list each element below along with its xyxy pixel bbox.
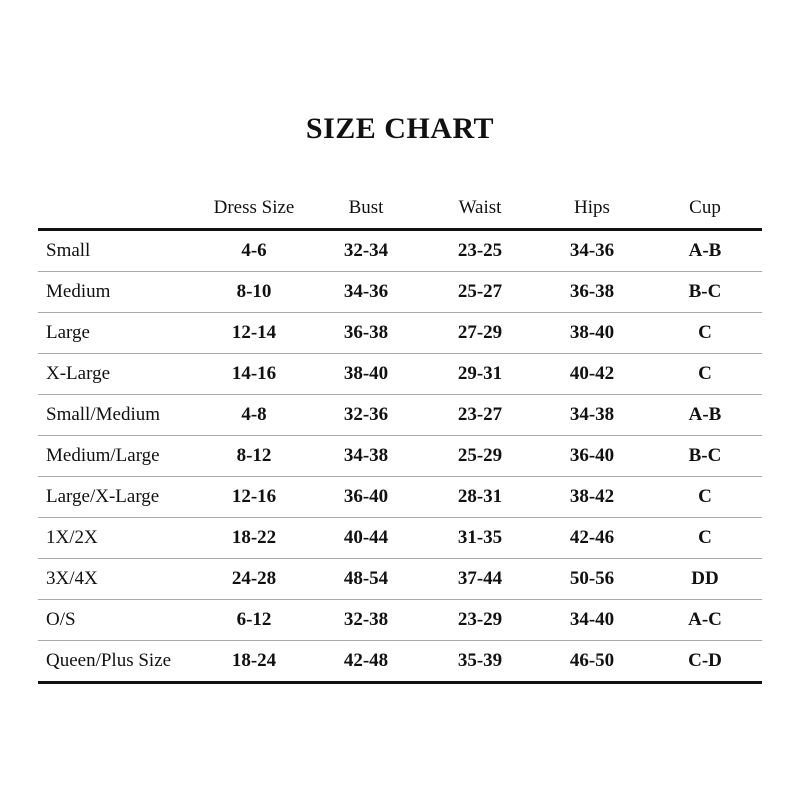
column-header-dress-size: Dress Size [200,188,308,230]
waist-cell: 25-27 [424,272,536,313]
hips-cell: 40-42 [536,354,648,395]
table-row [38,477,762,518]
cup-cell: C [648,518,762,559]
waist-cell: 35-39 [424,641,536,683]
cup-cell: B-C [648,272,762,313]
waist-cell: 29-31 [424,354,536,395]
dress-size-cell: 6-12 [200,600,308,641]
table-row [38,354,762,395]
waist-cell: 37-44 [424,559,536,600]
bust-cell: 38-40 [308,354,424,395]
bust-cell: 36-38 [308,313,424,354]
column-header-waist: Waist [424,188,536,230]
table-header-row [38,188,762,230]
hips-cell: 34-38 [536,395,648,436]
bust-cell: 32-38 [308,600,424,641]
dress-size-cell: 14-16 [200,354,308,395]
column-header-hips: Hips [536,188,648,230]
size-name-cell: 1X/2X [38,518,200,559]
dress-size-cell: 8-10 [200,272,308,313]
hips-cell: 34-40 [536,600,648,641]
table-row [38,395,762,436]
hips-cell: 38-42 [536,477,648,518]
cup-cell: DD [648,559,762,600]
bust-cell: 32-34 [308,230,424,272]
table-row [38,313,762,354]
cup-cell: A-C [648,600,762,641]
bust-cell: 40-44 [308,518,424,559]
bust-cell: 42-48 [308,641,424,683]
waist-cell: 23-27 [424,395,536,436]
hips-cell: 34-36 [536,230,648,272]
cup-cell: C [648,354,762,395]
waist-cell: 28-31 [424,477,536,518]
hips-cell: 46-50 [536,641,648,683]
dress-size-cell: 4-6 [200,230,308,272]
hips-cell: 36-38 [536,272,648,313]
size-name-cell: Small [38,230,200,272]
size-name-cell: O/S [38,600,200,641]
table-row [38,436,762,477]
bust-cell: 34-36 [308,272,424,313]
bust-cell: 48-54 [308,559,424,600]
dress-size-cell: 12-16 [200,477,308,518]
dress-size-cell: 18-22 [200,518,308,559]
column-header-size [38,188,200,230]
dress-size-cell: 18-24 [200,641,308,683]
dress-size-cell: 4-8 [200,395,308,436]
waist-cell: 23-25 [424,230,536,272]
cup-cell: C [648,313,762,354]
size-name-cell: Medium [38,272,200,313]
table-row [38,641,762,683]
size-name-cell: 3X/4X [38,559,200,600]
cup-cell: A-B [648,230,762,272]
column-header-bust: Bust [308,188,424,230]
hips-cell: 36-40 [536,436,648,477]
size-name-cell: X-Large [38,354,200,395]
cup-cell: C [648,477,762,518]
table-row [38,230,762,272]
column-header-cup: Cup [648,188,762,230]
table-row [38,559,762,600]
waist-cell: 27-29 [424,313,536,354]
page-title: SIZE CHART [305,112,495,145]
hips-cell: 38-40 [536,313,648,354]
size-name-cell: Small/Medium [38,395,200,436]
size-name-cell: Queen/Plus Size [38,641,200,683]
dress-size-cell: 24-28 [200,559,308,600]
bust-cell: 34-38 [308,436,424,477]
waist-cell: 31-35 [424,518,536,559]
hips-cell: 42-46 [536,518,648,559]
bust-cell: 32-36 [308,395,424,436]
dress-size-cell: 12-14 [200,313,308,354]
cup-cell: B-C [648,436,762,477]
dress-size-cell: 8-12 [200,436,308,477]
bust-cell: 36-40 [308,477,424,518]
size-name-cell: Large [38,313,200,354]
hips-cell: 50-56 [536,559,648,600]
cup-cell: A-B [648,395,762,436]
cup-cell: C-D [648,641,762,683]
size-chart-table [38,188,762,684]
table-row [38,600,762,641]
waist-cell: 25-29 [424,436,536,477]
table-row [38,272,762,313]
size-name-cell: Medium/Large [38,436,200,477]
waist-cell: 23-29 [424,600,536,641]
size-name-cell: Large/X-Large [38,477,200,518]
table-row [38,518,762,559]
